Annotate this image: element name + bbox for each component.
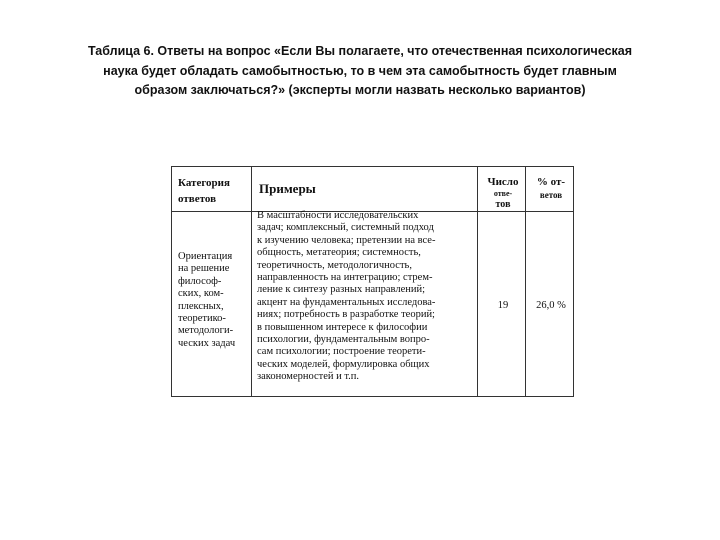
examples-line: теоретичность, методологичность,: [257, 259, 412, 271]
examples-line: ческих моделей, формулировка общих: [257, 358, 430, 370]
header-examples: Примеры: [259, 181, 316, 196]
examples-line: сам психологии; построение теорети-: [257, 346, 426, 358]
column-divider: [525, 167, 526, 396]
table-caption: [30, 42, 690, 101]
header-count-line: отве-: [493, 189, 513, 198]
header-count: [481, 175, 525, 211]
header-percent-line: % от-: [536, 176, 566, 188]
category-line: на решение: [178, 263, 230, 275]
header-category: [178, 175, 250, 207]
row-count: 19: [497, 300, 509, 311]
header-percent-line: ветов: [539, 190, 563, 200]
examples-line: закономерностей и т.п.: [257, 371, 360, 383]
row-category: [178, 251, 252, 350]
examples-line: акцент на фундаментальных исследова-: [257, 296, 436, 308]
row-percent: 26,0 %: [536, 300, 566, 311]
examples-line: общность, метатеория; системность,: [257, 247, 421, 259]
answers-table: [171, 166, 574, 397]
category-line: Ориентация: [178, 251, 233, 262]
caption-line: образом заключаться?» (эксперты могли назвать несколько вариантов): [134, 83, 586, 97]
caption-line: наука будет обладать самобытностью, то в чем эта самобытность будет главным: [103, 63, 617, 78]
row-examples: [257, 210, 471, 384]
category-line: философ-: [178, 275, 222, 287]
header-count-line: Число: [487, 176, 519, 188]
column-divider: [477, 167, 478, 396]
examples-line: В масштабности исследовательских: [257, 210, 419, 221]
header-category-line: Категория: [178, 177, 230, 189]
header-count-line: тов: [495, 199, 511, 210]
category-line: теоретико-: [178, 313, 226, 325]
examples-line: ление к синтезу разных направлений;: [257, 284, 425, 296]
examples-line: задач; комплексный, системный подход: [257, 222, 434, 234]
caption-line: Таблица 6. Ответы на вопрос «Если Вы полагаете, что отечественная психологическая: [87, 44, 633, 58]
category-line: ских, ком-: [178, 288, 224, 300]
category-line: методологи-: [178, 325, 234, 337]
examples-line: психологии, фундаментальным вопро-: [257, 334, 430, 346]
examples-line: к изучению человека; претензии на все-: [257, 234, 436, 246]
category-line: ческих задач: [178, 337, 236, 349]
examples-line: ниях; потребность в разработке теорий;: [257, 309, 435, 321]
examples-line: в повышенном интересе к философии: [257, 321, 428, 333]
category-line: плексных,: [178, 300, 224, 312]
examples-line: направленность на интеграцию; стрем-: [257, 272, 433, 284]
header-category-line: ответов: [178, 193, 217, 205]
header-percent: [529, 175, 573, 201]
